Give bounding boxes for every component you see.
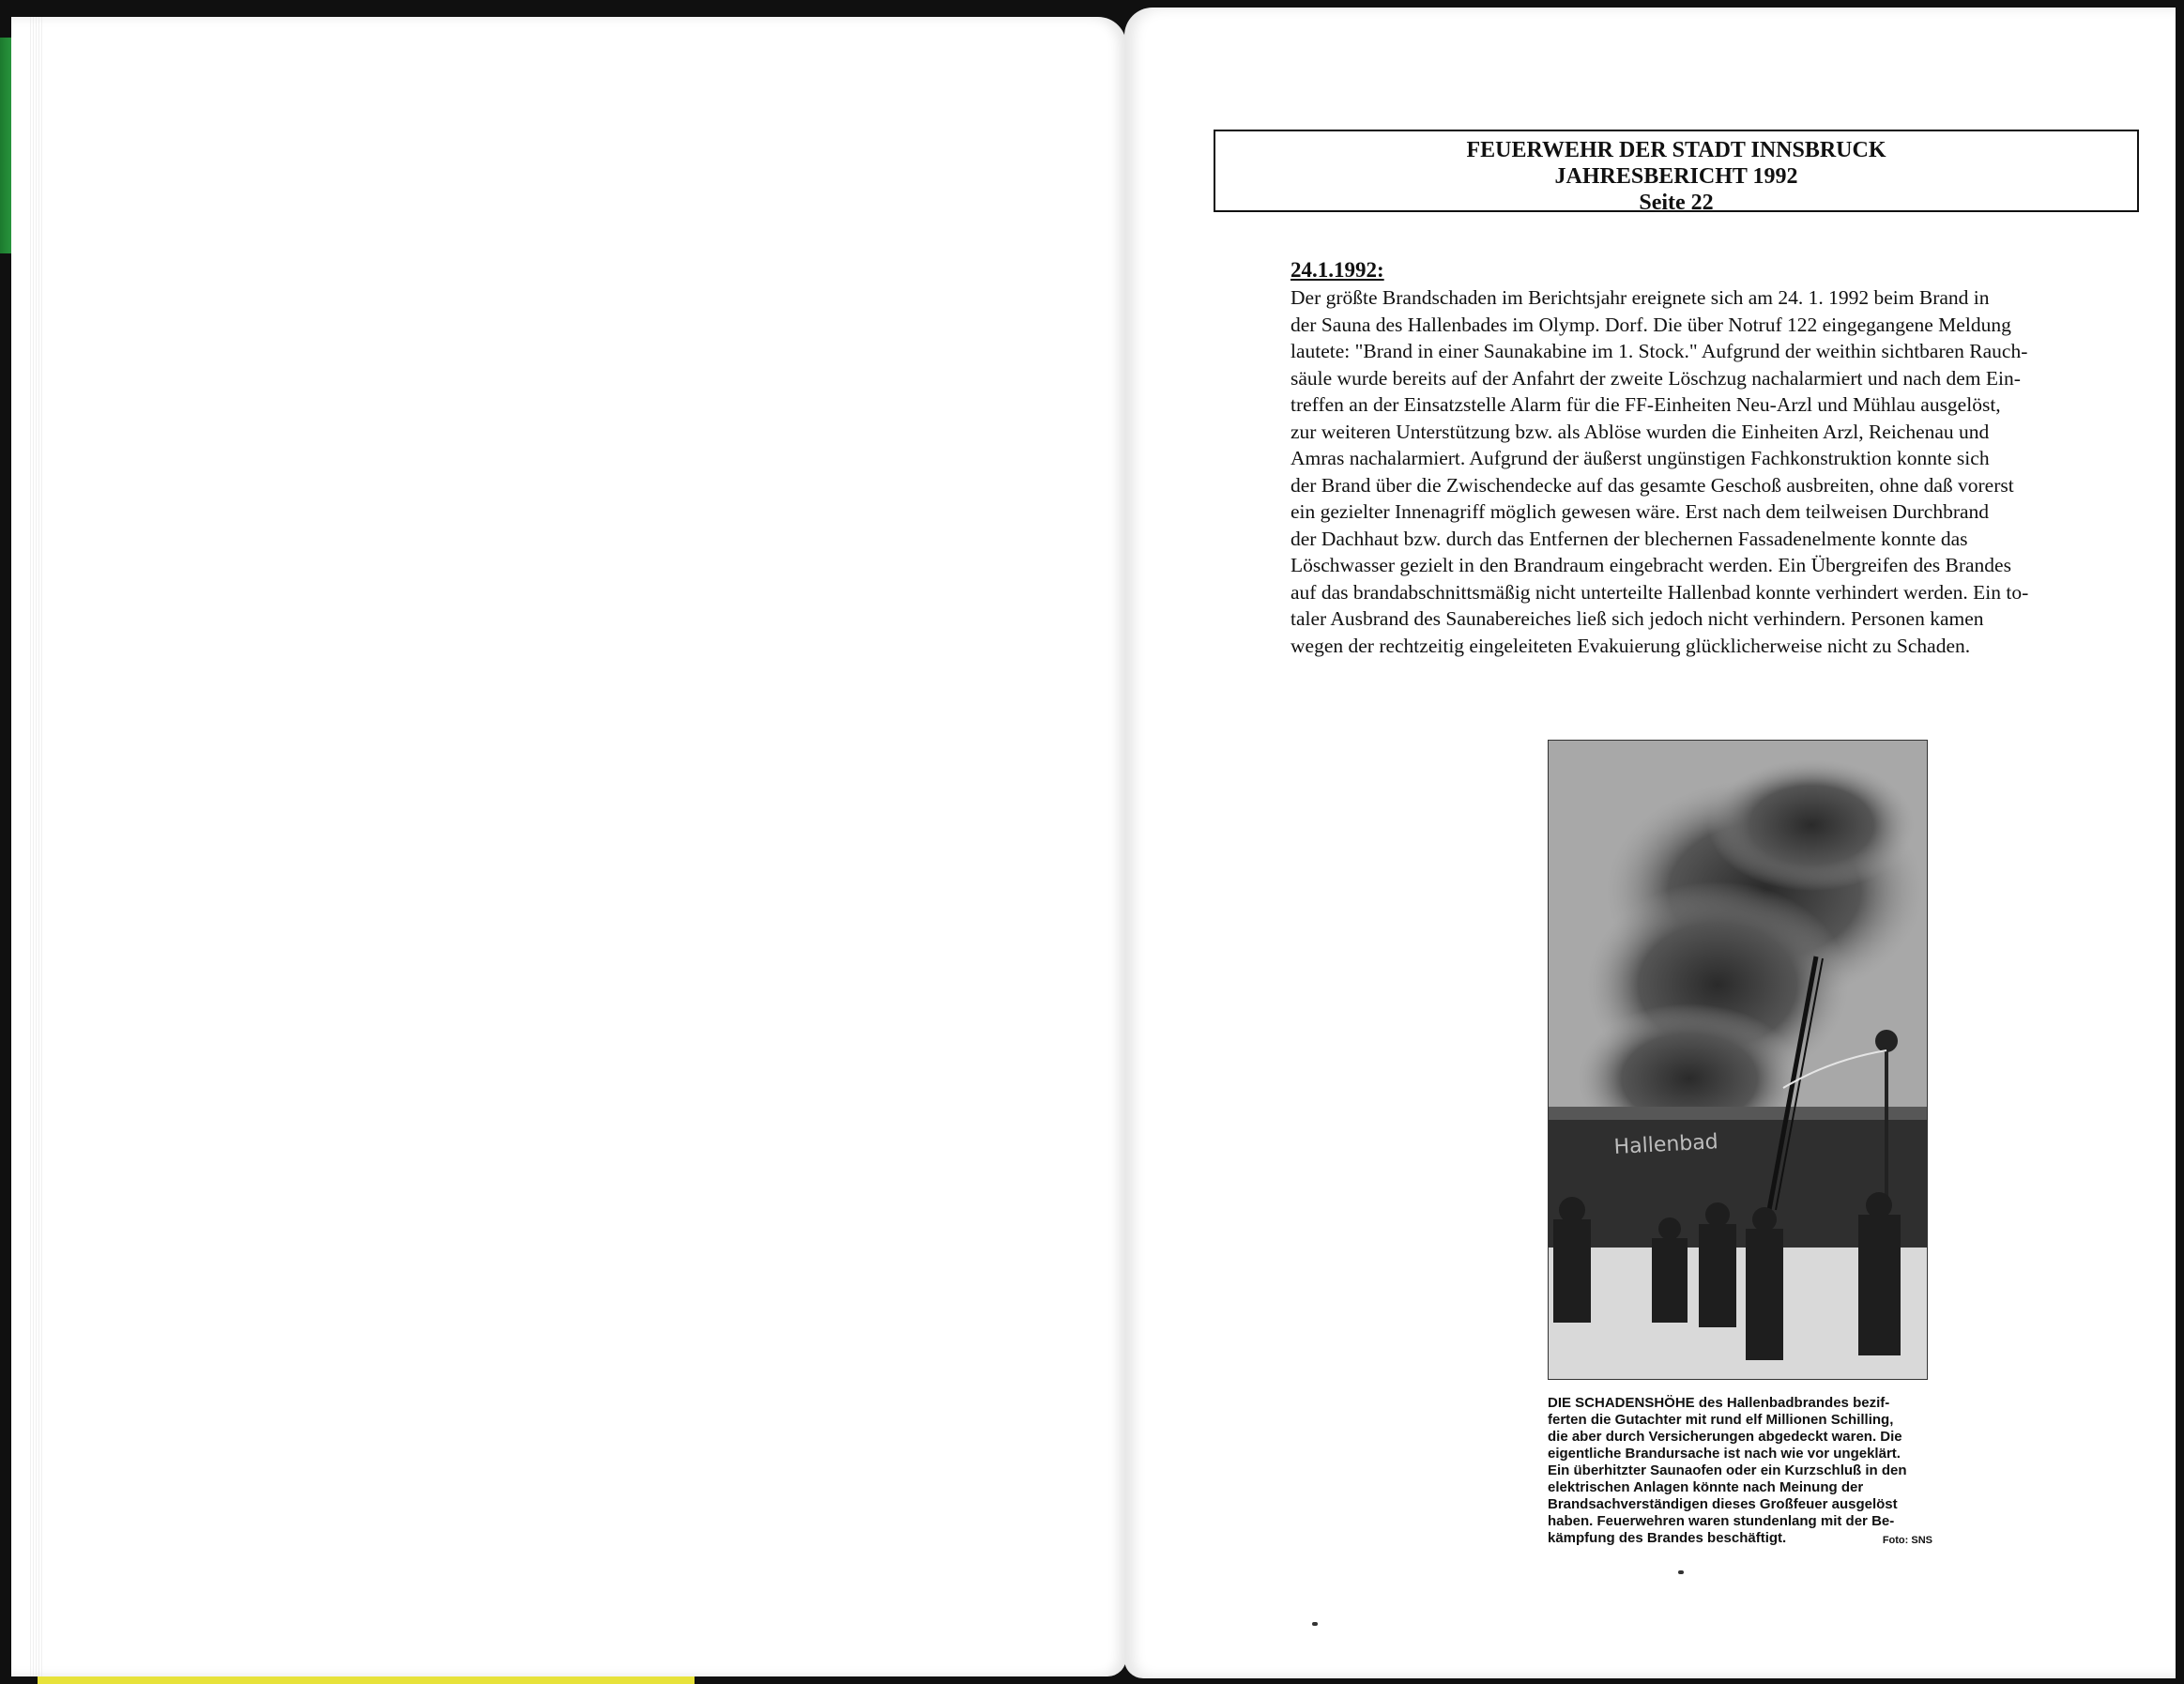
article-line: der Dachhaut bzw. durch das Entfernen der blechernen Fassadenelmente konnte das bbox=[1291, 527, 1968, 550]
caption-line: haben. Feuerwehren waren stundenlang mit der Be- bbox=[1548, 1513, 1895, 1529]
caption-line: elektrischen Anlagen könnte nach Meinung der bbox=[1548, 1479, 1864, 1495]
caption-line: DIE SCHADENSHÖHE des Hallenbadbrandes bezif- bbox=[1548, 1395, 1890, 1411]
article-line: Amras nachalarmiert. Aufgrund der äußerst ungünstigen Fachkonstruktion konnte sich bbox=[1291, 447, 1990, 469]
article-line: wegen der rechtzeitig eingeleiteten Evakuierung glücklicherweise nicht zu Schaden. bbox=[1291, 634, 1971, 657]
caption-last-text: kämpfung des Brandes beschäftigt. bbox=[1548, 1530, 1787, 1546]
fire-photo-illustration bbox=[1549, 741, 1927, 1379]
article-line: treffen an der Einsatzstelle Alarm für die FF-Einheiten Neu-Arzl und Mühlau ausgelöst, bbox=[1291, 393, 2001, 416]
article-line: lautete: "Brand in einer Saunakabine im 1. Stock." Aufgrund der weithin sichtbaren Rauch- bbox=[1291, 340, 2028, 362]
report-header-box bbox=[1214, 130, 2139, 215]
building-sign: Hallenbad bbox=[1613, 1130, 1719, 1159]
header-org: FEUERWEHR DER STADT INNSBRUCK bbox=[1466, 138, 1886, 162]
page-stack-edge bbox=[30, 17, 43, 1676]
article-line: auf das brandabschnittsmäßig nicht unterteilte Hallenbad konnte verhindert werden. Ein to- bbox=[1291, 580, 2029, 604]
article-line: der Sauna des Hallenbades im Olymp. Dorf. Die über Notruf 122 eingegangene Meldung bbox=[1291, 313, 2011, 336]
article-body bbox=[1291, 256, 2135, 659]
scan-speck bbox=[1312, 1622, 1318, 1626]
photo-caption bbox=[1548, 1395, 1932, 1549]
article-line: der Brand über die Zwischendecke auf das gesamte Geschoß ausbreiten, ohne daß vorerst bbox=[1291, 473, 2014, 497]
right-page bbox=[1124, 8, 2176, 1678]
fire-photo bbox=[1548, 740, 1928, 1380]
article-line: säule wurde bereits auf der Anfahrt der zweite Löschzug nachalarmiert und nach dem Ein- bbox=[1291, 366, 2021, 390]
photo-credit: Foto: SNS bbox=[1882, 1535, 1932, 1546]
caption-line: ferten die Gutachter mit rund elf Millionen Schilling, bbox=[1548, 1412, 1894, 1428]
article-date: 24.1.1992: bbox=[1291, 258, 1384, 282]
caption-line: eigentliche Brandursache ist nach wie vor ungeklärt. bbox=[1548, 1446, 1901, 1462]
article-line: zur weiteren Unterstützung bzw. als Ablöse wurden die Einheiten Arzl, Reichenau und bbox=[1291, 420, 1990, 443]
left-page-blank bbox=[11, 17, 1126, 1676]
caption-line: Brandsachverständigen dieses Großfeuer ausgelöst bbox=[1548, 1496, 1898, 1512]
article-line: ein gezielter Innenagriff möglich gewesen wäre. Erst nach dem teilweisen Durchbrand bbox=[1291, 500, 1990, 523]
header-report-title: JAHRESBERICHT 1992 bbox=[1554, 164, 1798, 189]
scan-speck bbox=[1678, 1570, 1684, 1574]
caption-line bbox=[1548, 1530, 1932, 1547]
caption-line: die aber durch Versicherungen abgedeckt waren. Die bbox=[1548, 1429, 1902, 1445]
article-line: Der größte Brandschaden im Berichtsjahr ereignete sich am 24. 1. 1992 beim Brand in bbox=[1291, 286, 1990, 309]
caption-line: Ein überhitzter Saunaofen oder ein Kurzschluß in den bbox=[1548, 1462, 1907, 1478]
header-page-number: Seite 22 bbox=[1639, 191, 1714, 215]
article-line: Löschwasser gezielt in den Brandraum eingebracht werden. Ein Übergreifen des Brandes bbox=[1291, 554, 2011, 576]
article-line: taler Ausbrand des Saunabereiches ließ sich jedoch nicht verhindern. Personen kamen bbox=[1291, 607, 1984, 630]
